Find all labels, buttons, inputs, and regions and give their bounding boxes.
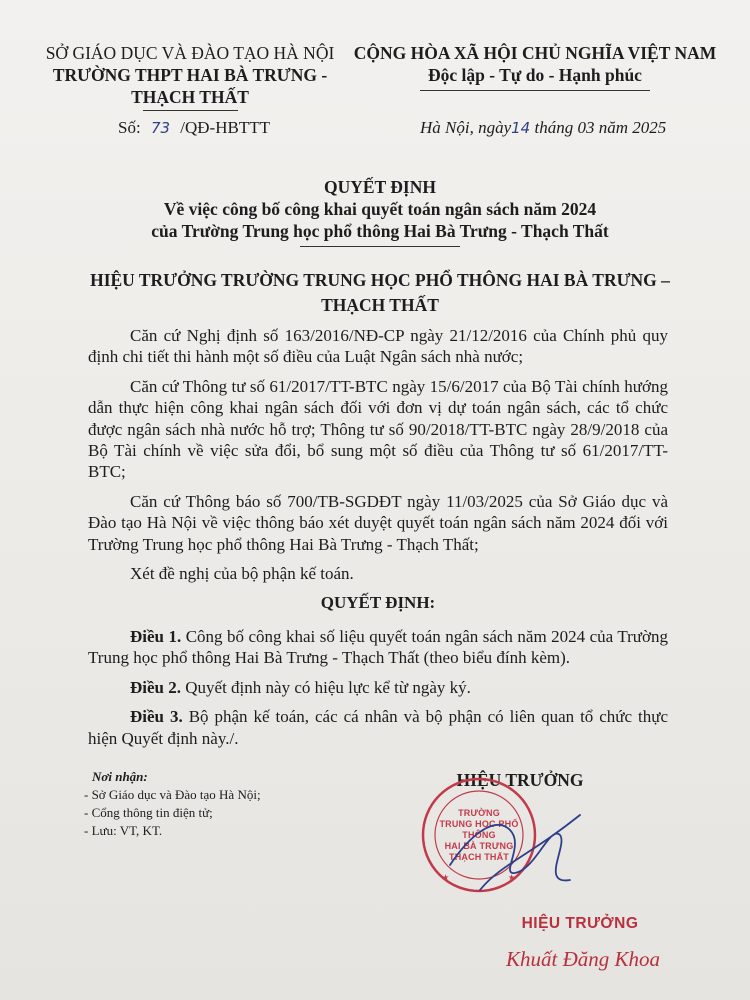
title-main: QUYẾT ĐỊNH [324,177,436,197]
issuer-underline [143,110,238,111]
document-title [60,176,700,247]
title-line-1: Về việc công bố công khai quyết toán ngân sách năm 2024 [163,199,597,219]
article-3 [88,706,668,749]
authority-line-2: THẠCH THẤT [321,295,439,315]
issuer-line-3: THẠCH THẤT [131,87,249,107]
seal-line-4: THẠCH THẤT [449,852,509,862]
decision-heading: QUYẾT ĐỊNH: [320,593,436,613]
article-2-label: Điều 2. [130,677,181,697]
article-3-label: Điều 3. [130,707,183,727]
recipient-item: - Lưu: VT, KT. [84,823,163,838]
seal-line-3: HAI BÀ TRƯNG [444,841,514,851]
signer-title: HIỆU TRƯỞNG [456,770,584,790]
signer-seal-title: HIỆU TRƯỞNG [521,915,639,932]
basis-paragraph-3: Căn cứ Thông báo số 700/TB-SGDĐT ngày 11/03/2025 của Sở Giáo dục và Đào tạo Hà Nội về việc thông báo xét duyệt quyết toán ngân sách năm 2024 đối với Trường Trung học phổ thông Hai Bà Trưng - Thạch Thất; [88,491,668,554]
article-1-label: Điều 1. [130,626,182,646]
number-suffix: /QĐ-HBTTT [180,118,270,137]
issuer-line-2: TRƯỜNG THPT HAI BÀ TRƯNG - [52,65,328,85]
document-number [118,118,270,138]
article-1-text: Công bố công khai số liệu quyết toán ngân sách năm 2024 của Trường Trung học phổ thông Hai Bà Trưng - Thạch Thất (theo biểu đính kèm). [88,626,668,668]
number-prefix: Số: [118,118,141,137]
seal-line-1: TRƯỜNG [458,808,500,818]
title-line-2: của Trường Trung học phổ thông Hai Bà Trưng - Thạch Thất [151,221,609,241]
national-underline [420,90,650,91]
date-prefix: Hà Nội, ngày [420,118,512,137]
date-day: 14 [511,119,531,137]
date-suffix: tháng 03 năm 2025 [534,118,667,137]
basis-paragraph-2: Căn cứ Thông tư số 61/2017/TT-BTC ngày 15/6/2017 của Bộ Tài chính hướng dẫn thực hiện công khai ngân sách đối với đơn vị dự toán ngân sách, các tổ chức được ngân sách nhà nước hỗ trợ; Thông tư số 90/2018/TT-BTC ngày 28/9/2018 của Bộ Tài chính về việc sửa đổi, bổ sung một số điều của Thông tư số 61/2017/TT-BTC; [88,376,668,482]
document-body [88,325,668,757]
signer-name: Khuất Đăng Khoa [505,947,660,971]
national-header [345,42,725,91]
svg-text:★: ★ [508,873,516,882]
national-motto-line-2: Độc lập - Tự do - Hạnh phúc [428,65,642,85]
authority-heading [60,268,700,318]
national-motto-line-1: CỘNG HÒA XÃ HỘI CHỦ NGHĨA VIỆT NAM [353,43,717,63]
recipients-block [84,768,261,840]
article-3-text: Bộ phận kế toán, các cá nhân và bộ phận có liên quan tổ chức thực hiện Quyết định này./. [88,707,669,748]
handwritten-signature-icon [440,795,590,905]
issuer-line-1: SỞ GIÁO DỤC VÀ ĐÀO TẠO HÀ NỘI [45,43,335,63]
issuer-header [40,42,340,111]
authority-line-1: HIỆU TRƯỞNG TRƯỜNG TRUNG HỌC PHỔ THÔNG HAI BÀ TRƯNG – [90,270,670,290]
article-2 [88,677,668,698]
basis-paragraph-4: Xét đề nghị của bộ phận kế toán. [130,564,354,584]
number-value: 73 [150,119,171,137]
article-1 [88,626,668,669]
document-date [420,118,666,138]
basis-paragraph-1: Căn cứ Nghị định số 163/2016/NĐ-CP ngày 21/12/2016 của Chính phủ quy định chi tiết thi hành một số điều của Luật Ngân sách nhà nước; [88,326,668,367]
recipient-item: - Sở Giáo dục và Đào tạo Hà Nội; [84,787,261,802]
svg-text:★: ★ [442,873,450,882]
seal-line-2: TRUNG HỌC PHỔ THÔNG [439,819,519,840]
article-2-text: Quyết định này có hiệu lực kể từ ngày ký. [185,677,471,697]
title-underline [300,246,460,247]
recipients-label: Nơi nhận: [92,769,148,784]
recipient-item: - Cổng thông tin điện tử; [84,805,213,820]
